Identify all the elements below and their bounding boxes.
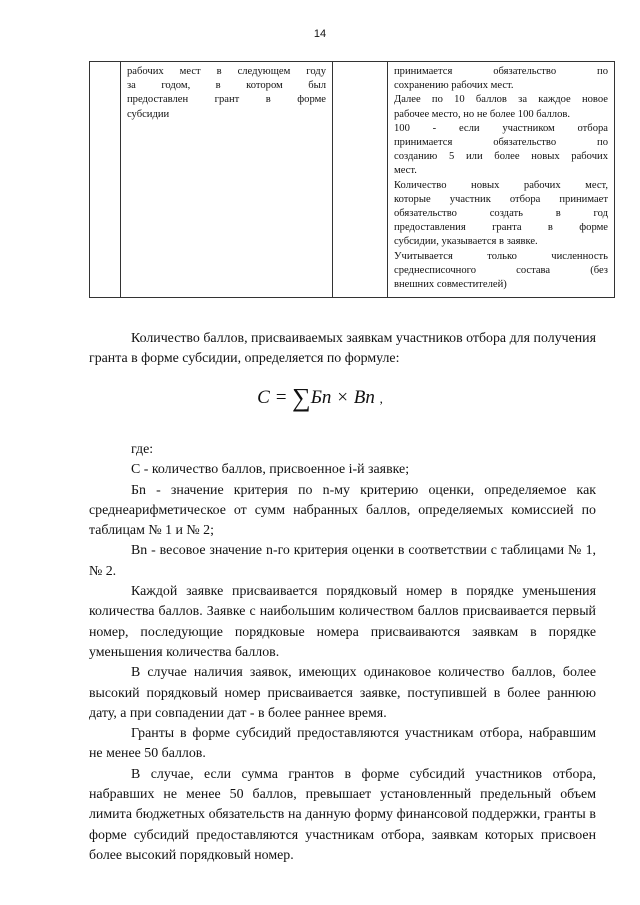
intro-paragraph: Количество баллов, присваиваемых заявкам участников отбора для получения гранта в форме субсидии, определяется по формуле: <box>89 331 596 367</box>
page-number: 14 <box>313 28 327 40</box>
cell-line: Количество новых рабочих мест, <box>394 179 608 191</box>
body-paragraph: Гранты в форме субсидий предоставляются участникам отбора, набравшим не менее 50 баллов. <box>89 726 596 762</box>
cell-line: внешних совместителей) <box>394 279 507 291</box>
score-formula <box>0 383 640 413</box>
body-paragraph: В случае, если сумма грантов в форме субсидий участников отбора, набравших не менее 50 баллов, превышает установленный предельный объем лимита бюджетных обязательств на данную форму финансовой поддержки, гранты в форме субсидий предоставляются участникам отбора, заявкам которых присвоен более высокий порядковый номер. <box>89 766 596 863</box>
table-row <box>90 62 615 298</box>
table-cell-scoring <box>388 62 615 298</box>
cell-line: субсидии <box>127 108 170 120</box>
cell-line: 100 - если участником отбора <box>394 122 608 134</box>
sum-symbol: ∑ <box>292 383 311 412</box>
formula-comma: , <box>379 391 383 406</box>
table-cell-number <box>90 62 121 298</box>
cell-line: принимается обязательство по <box>394 137 608 149</box>
cell-line: предоставления гранта в форме <box>394 222 608 234</box>
cell-line: сохранению рабочих мест. <box>394 80 514 92</box>
formula-rhs: Бn × Вn <box>310 387 375 408</box>
main-text <box>89 440 596 866</box>
formula-equals: = <box>274 387 288 408</box>
cell-line: среднесписочного состава (без <box>394 264 608 276</box>
intro-block <box>89 329 596 370</box>
criteria-table <box>89 61 615 298</box>
cell-line: принимается обязательство по <box>394 66 608 77</box>
cell-line: которые участник отбора принимает <box>394 193 608 205</box>
where-label: где: <box>131 442 154 457</box>
cell-line: предоставлен грант в форме <box>127 94 326 106</box>
formula-lhs: C <box>257 387 270 408</box>
body-paragraph: Каждой заявке присваивается порядковый номер в порядке уменьшения количества баллов. Заявке с наибольшим количеством баллов присваивается первый номер, последующие порядковые номера присваиваются заявкам в порядке уменьшения количества баллов. <box>89 584 596 660</box>
cell-line: Далее по 10 баллов за каждое новое <box>394 94 608 106</box>
body-paragraph: В случае наличия заявок, имеющих одинаковое количество баллов, более высокий порядковый номер присваивается заявке, поступившей в более раннюю дату, а при совпадении дат - в более раннее время. <box>89 665 596 721</box>
definition-paragraph: С - количество баллов, присвоенное i-й заявке; <box>131 462 410 478</box>
table-cell-weight <box>333 62 388 298</box>
cell-line: созданию 5 или более новых рабочих <box>394 151 608 163</box>
cell-line: рабочих мест в следующем году <box>127 66 326 77</box>
cell-line: рабочее место, но не более 100 баллов. <box>394 108 571 120</box>
definition-paragraph: Бn - значение критерия по n-му критерию оценки, определяемое как среднеарифметическое от сумм набранных баллов, определяемых комиссией по таблицам № 1 и № 2; <box>89 482 596 539</box>
cell-line: мест. <box>394 165 417 177</box>
cell-line: субсидии, указывается в заявке. <box>394 236 538 248</box>
cell-line: обязательство создать в год <box>394 208 608 220</box>
definition-paragraph: Вn - весовое значение n-го критерия оценки в соответствии с таблицами № 1, № 2. <box>89 543 596 579</box>
cell-line: Учитывается только численность <box>394 250 608 262</box>
table-cell-criterion <box>121 62 333 298</box>
cell-line: за годом, в котором был <box>127 80 326 92</box>
